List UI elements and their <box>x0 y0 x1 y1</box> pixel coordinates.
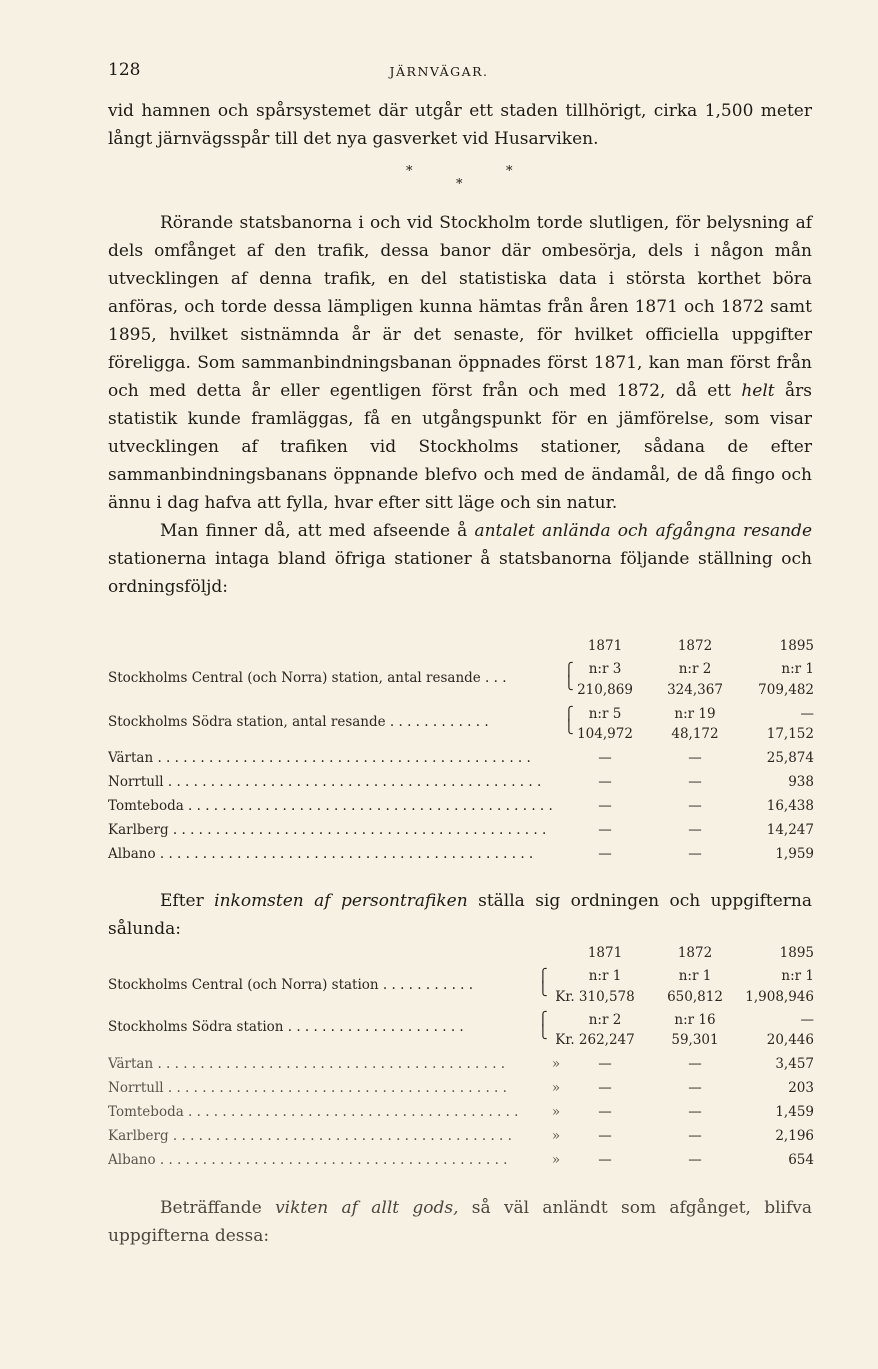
t1-central-1895: 709,482 <box>758 682 814 698</box>
t2-central-rank-1872: n:r 1 <box>678 968 712 984</box>
paragraph-efter-text: Efter <box>160 891 204 911</box>
t2-sodra-rank-1895: — <box>800 1012 814 1028</box>
t2-row-1872: — <box>688 1152 702 1168</box>
t2-central-rank-1871: n:r 1 <box>588 968 622 984</box>
t2-row-1871: — <box>598 1152 612 1168</box>
brace-icon: ⎧ ⎩ <box>564 663 574 691</box>
t1-row-1871: — <box>598 750 612 766</box>
t2-sodra-1871: Kr. 262,247 <box>555 1032 635 1048</box>
t2-row-1895: 3,457 <box>775 1056 814 1072</box>
t1-row-label: Värtan . . . . . . . . . . . . . . . . . . . . . . . . . . . . . . . . . . . . . . . . . . . . <box>108 750 531 766</box>
t1-central-rank-1895: n:r 1 <box>781 661 814 677</box>
paragraph-efter-rest: ställa sig ordningen och uppgifterna sålunda: <box>108 891 813 939</box>
t1-sodra-1872: 48,172 <box>671 726 719 742</box>
paragraph-hamnen <box>108 97 812 153</box>
t2-row-1895: 203 <box>788 1080 814 1096</box>
t1-sodra-rank-1895: — <box>800 706 814 722</box>
t2-sodra-1895: 20,446 <box>766 1032 814 1048</box>
emphasis-inkomsten: inkomsten af persontrafiken <box>214 891 468 911</box>
t2-row-label: Karlberg . . . . . . . . . . . . . . . . . . . . . . . . . . . . . . . . . . . . . . . . <box>108 1128 512 1144</box>
t1-sodra-1871: 104,972 <box>577 726 633 742</box>
t2-sodra-label: Stockholms Södra station . . . . . . . . . . . . . . . . . . . . . <box>108 1019 464 1035</box>
t1-sodra-rank-1872: n:r 19 <box>674 706 716 722</box>
t1-year-1872: 1872 <box>677 638 713 654</box>
t2-row-1872: — <box>688 1080 702 1096</box>
t2-row-label: Albano . . . . . . . . . . . . . . . . . . . . . . . . . . . . . . . . . . . . . . . . . <box>108 1152 508 1168</box>
t2-row-1895: 654 <box>788 1152 814 1168</box>
t1-row-label: Karlberg . . . . . . . . . . . . . . . . . . . . . . . . . . . . . . . . . . . . . . . . . . . . <box>108 822 547 838</box>
t1-row-label: Albano . . . . . . . . . . . . . . . . . . . . . . . . . . . . . . . . . . . . . . . . . . . . <box>108 846 534 862</box>
t1-year-1871: 1871 <box>587 638 623 654</box>
brace-icon: ⎧ ⎩ <box>538 1012 548 1040</box>
t1-row-1872: — <box>688 750 702 766</box>
t1-row-1871: — <box>598 846 612 862</box>
paragraph-rorande-rest: års statistik kunde framläggas, få en utgångspunkt för en jämförelse, som visar utvecklingen af trafiken vid Stockholms stationer, sådana de efter sammanbindningsbanans öppnande blefvo och med de ändamål, de då fingo och ännu i dag hafva att fylla, hvar efter sitt läge och sin natur. <box>108 381 812 513</box>
t2-row-ditto: » <box>551 1128 561 1144</box>
paragraph-efter <box>108 887 812 943</box>
t2-row-1895: 1,459 <box>775 1104 814 1120</box>
brace-icon: ⎧ ⎩ <box>564 707 574 735</box>
t1-row-1895: 1,959 <box>775 846 814 862</box>
t2-row-ditto: » <box>551 1152 561 1168</box>
t2-row-1871: — <box>598 1128 612 1144</box>
t1-row-1895: 16,438 <box>766 798 814 814</box>
t2-row-ditto: » <box>551 1104 561 1120</box>
page-number: 128 <box>108 60 141 80</box>
section-star-3: * <box>456 177 463 192</box>
t2-year-1872: 1872 <box>677 945 713 961</box>
t1-row-label: Tomteboda . . . . . . . . . . . . . . . . . . . . . . . . . . . . . . . . . . . . . . . . . . . <box>108 798 553 814</box>
t2-sodra-rank-1872: n:r 16 <box>674 1012 716 1028</box>
paragraph-man-finner-text: Man finner då, att med afseende å <box>160 521 468 541</box>
t1-row-1895: 25,874 <box>766 750 814 766</box>
t2-sodra-rank-1871: n:r 2 <box>588 1012 622 1028</box>
section-star-2: * <box>506 164 513 179</box>
t2-central-label: Stockholms Central (och Norra) station . . . . . . . . . . . <box>108 977 474 993</box>
brace-icon: ⎧ ⎩ <box>538 969 548 997</box>
t2-row-label: Värtan . . . . . . . . . . . . . . . . . . . . . . . . . . . . . . . . . . . . . . . . . <box>108 1056 506 1072</box>
t1-row-1871: — <box>598 774 612 790</box>
paragraph-betraffande-rest: så väl anländt som afgånget, blifva uppgifterna dessa: <box>108 1198 813 1246</box>
t2-row-1872: — <box>688 1104 702 1120</box>
t2-central-1895: 1,908,946 <box>745 989 814 1005</box>
t1-year-1895: 1895 <box>779 638 814 654</box>
t1-row-1871: — <box>598 822 612 838</box>
t2-row-label: Tomteboda . . . . . . . . . . . . . . . . . . . . . . . . . . . . . . . . . . . . . . . <box>108 1104 519 1120</box>
t1-row-label: Norrtull . . . . . . . . . . . . . . . . . . . . . . . . . . . . . . . . . . . . . . . . . . . . <box>108 774 542 790</box>
paragraph-betraffande-text: Beträffande <box>160 1198 262 1218</box>
t1-sodra-1895: 17,152 <box>766 726 814 742</box>
t1-sodra-rank-1871: n:r 5 <box>588 706 622 722</box>
emphasis-vikten: vikten af allt gods, <box>275 1198 459 1218</box>
t2-row-label: Norrtull . . . . . . . . . . . . . . . . . . . . . . . . . . . . . . . . . . . . . . . . <box>108 1080 507 1096</box>
t2-row-1872: — <box>688 1056 702 1072</box>
t2-row-1871: — <box>598 1104 612 1120</box>
t2-sodra-1872: 59,301 <box>671 1032 719 1048</box>
t2-row-1871: — <box>598 1056 612 1072</box>
t1-row-1872: — <box>688 822 702 838</box>
paragraph-betraffande <box>108 1194 812 1250</box>
paragraph-hamnen-text: vid hamnen och spårsystemet där utgår ett staden tillhörigt, cirka 1,500 meter långt järnvägsspår till det nya gasverket vid Husarviken. <box>108 101 812 149</box>
t1-central-rank-1872: n:r 2 <box>678 661 712 677</box>
paragraph-rorande <box>108 209 812 601</box>
t2-year-1895: 1895 <box>779 945 814 961</box>
emphasis-helt: helt <box>741 381 775 401</box>
t2-central-rank-1895: n:r 1 <box>781 968 814 984</box>
t1-row-1871: — <box>598 798 612 814</box>
t2-row-ditto: » <box>551 1080 561 1096</box>
t2-central-1871: Kr. 310,578 <box>555 989 635 1005</box>
paragraph-rorande-text: Rörande statsbanorna i och vid Stockholm torde slutligen, för belysning af dels omfånget af den trafik, dessa banor där ombesörja, dels i någon mån utvecklingen af denna trafik, en del statistiska data i största korthet böra anföras, och torde dessa lämpligen kunna hämtas från åren 1871 och 1872 samt 1895, hvilket sistnämnda år är det senaste, för hvilket officiella uppgifter föreligga. Som sammanbindningsbanan öppnades först 1871, kan man först från och med detta år eller egentligen först från och med 1872, då ett <box>108 213 812 401</box>
t1-central-1872: 324,367 <box>667 682 723 698</box>
t1-row-1895: 938 <box>788 774 814 790</box>
paragraph-man-finner-rest: stationerna intaga bland öfriga stationer å statsbanorna följande ställning och ordningsföljd: <box>108 549 812 597</box>
t1-central-rank-1871: n:r 3 <box>588 661 622 677</box>
running-title: JÄRNVÄGAR. <box>389 64 489 79</box>
t1-row-1872: — <box>688 846 702 862</box>
t1-central-label: Stockholms Central (och Norra) station, antal resande . . . <box>108 670 507 686</box>
t2-row-ditto: » <box>551 1056 561 1072</box>
t2-row-1871: — <box>598 1080 612 1096</box>
t2-row-1895: 2,196 <box>775 1128 814 1144</box>
t2-row-1872: — <box>688 1128 702 1144</box>
t1-row-1872: — <box>688 774 702 790</box>
t2-central-1872: 650,812 <box>667 989 723 1005</box>
t1-row-1872: — <box>688 798 702 814</box>
t2-year-1871: 1871 <box>587 945 623 961</box>
t1-sodra-label: Stockholms Södra station, antal resande . . . . . . . . . . . . <box>108 714 489 730</box>
t1-row-1895: 14,247 <box>766 822 814 838</box>
emphasis-antalet: antalet anlända och afgångna resande <box>474 521 812 541</box>
t1-central-1871: 210,869 <box>577 682 633 698</box>
section-star-1: * <box>406 164 413 179</box>
